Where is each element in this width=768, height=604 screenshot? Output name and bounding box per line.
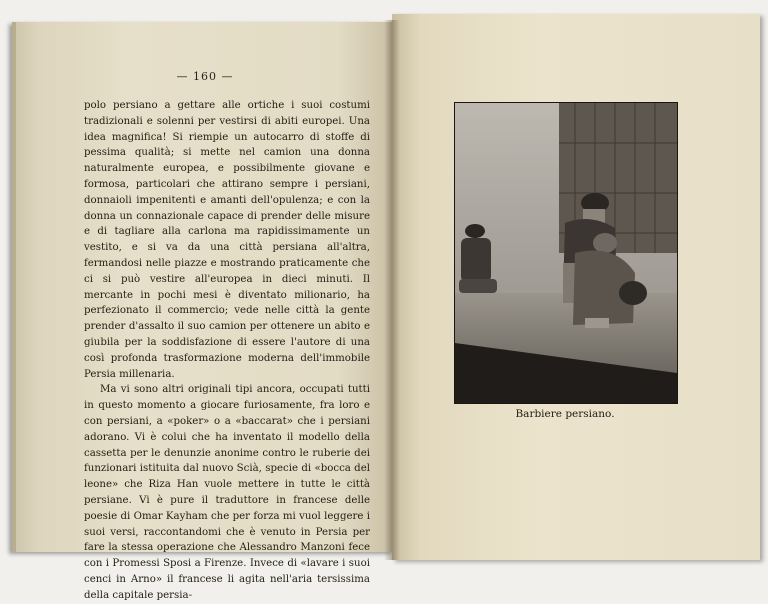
photo-caption: Barbiere persiano. [515, 408, 615, 420]
photograph-image [455, 103, 677, 403]
book-gutter [384, 20, 400, 560]
barber-photograph [454, 102, 678, 404]
paragraph-1: polo persiano a gettare alle ortiche i suoi costumi tradizionali e solenni per vestirsi di abiti europei. Una idea magnifica! Si riempie un autocarro di stoffe di pessima qualità; si mette nel camion una donna naturalmente europea, e possibilmente giovane e formosa, particolari che attirano sempre i persiani, donnaioli impenitenti e amanti dell'opulenza; e con la donna un connazionale capace di prender delle misure e di tagliare alla carlona ma rapidissimamente un vestito, e si va da una città persiana all'altra, fermandosi nelle piazze e mostrando praticamente che ci si può vestire all'europea in dieci minuti. Il mercante in pochi mesi è diventato milionario, ha perfezionato il commercio; vede nelle città la gente prender d'assalto il suo camion per ottenere un abito e giubila per la soddisfazione di essere l'autore di una così profonda trasformazione moderna dell'immobile Persia millenaria. [84, 100, 370, 380]
body-text [84, 98, 370, 604]
page-number: — 160 — [176, 70, 234, 83]
paragraph-2: Ma vi sono altri originali tipi ancora, occupati tutti in questo momento a giocare furiosamente, fra loro e con persiani, a «poker» o a «baccarat» che i persiani adorano. Vi è colui che ha inventato il modello della cassetta per le denunzie anonime contro le ruberie dei funzionari istituita dal nuovo Scià, specie di «bocca del leone» che Riza Han vuole mettere in tutte le città persiane. Vi è pure il traduttore in francese delle poesie di Omar Kayham che per forza mi vuol leggere i suoi versi, raccontandomi che è venuto in Persia per fare la stessa operazione che Alessandro Manzoni fece con i Promessi Sposi a Firenze. Invece di «lavare i suoi cenci in Arno» il francese li agita nell'aria tersissima della capitale persia- [84, 384, 370, 601]
right-page [392, 14, 760, 560]
left-page [12, 22, 394, 601]
open-book [12, 14, 760, 601]
